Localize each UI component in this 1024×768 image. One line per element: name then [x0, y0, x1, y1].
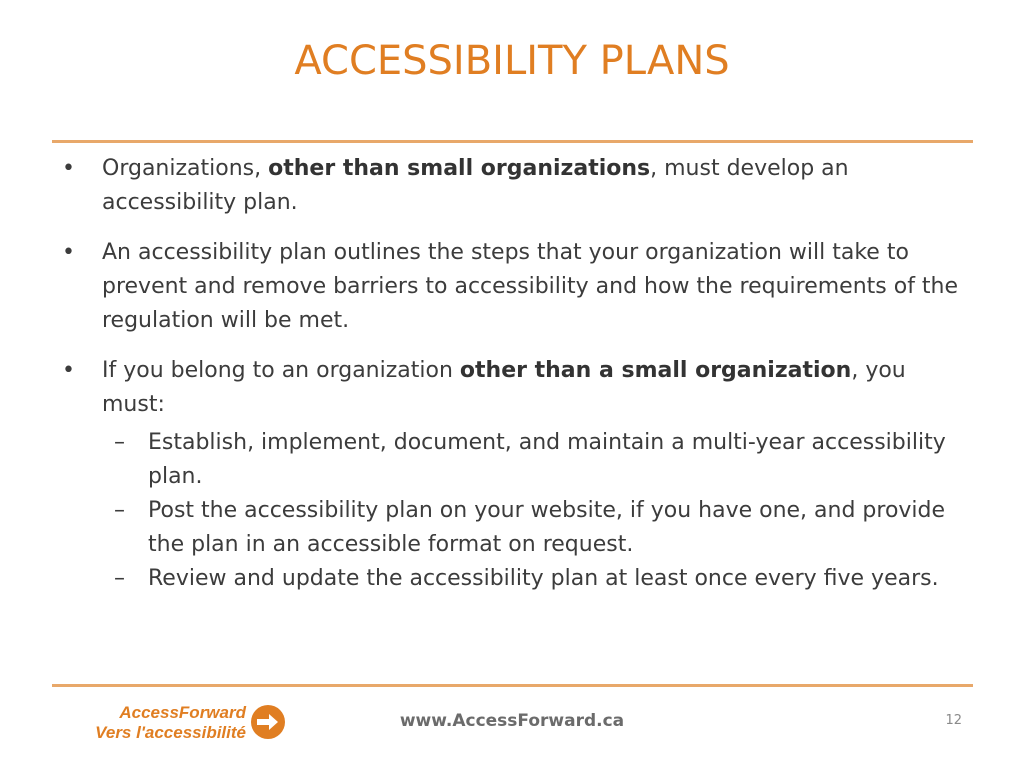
sub-bullet-text: Post the accessibility plan on your website, if you have one, and provide the plan in an accessible format on request. — [148, 498, 946, 557]
bullet-text: If you belong to an organization — [102, 358, 460, 383]
sub-bullet-item — [58, 426, 968, 494]
slide-body — [58, 152, 968, 612]
sub-bullet-list — [58, 426, 968, 596]
sub-bullet-text: Review and update the accessibility plan at least once every five years. — [148, 566, 939, 591]
bullet-item — [58, 152, 968, 220]
sub-bullet-marker: – — [114, 430, 125, 455]
bullet-item — [58, 354, 968, 596]
bullet-marker: • — [62, 240, 75, 265]
footer-url: www.AccessForward.ca — [399, 711, 625, 731]
sub-bullet-marker: – — [114, 498, 125, 523]
bullet-text: , you must: — [102, 358, 906, 417]
slide-title: ACCESSIBILITY PLANS — [294, 38, 730, 84]
sub-bullet-marker: – — [114, 566, 125, 591]
bullet-marker: • — [62, 358, 75, 383]
sub-bullet-text: Establish, implement, document, and maintain a multi-year accessibility plan. — [148, 430, 946, 489]
bullet-text: An accessibility plan outlines the steps that your organization will take to prevent and remove barriers to accessibility and how the requirements of the regulation will be met. — [102, 240, 959, 333]
bullet-emphasis: other than a small organization — [459, 358, 852, 383]
logo-line-1: AccessForward — [119, 703, 246, 722]
bullet-item — [58, 236, 968, 338]
logo-line-2: Vers l'accessibilité — [95, 723, 246, 742]
top-divider — [52, 140, 973, 143]
bullet-emphasis: other than small organizations — [268, 156, 651, 181]
sub-bullet-item — [58, 562, 968, 596]
bottom-divider — [52, 684, 973, 687]
bullet-text: , must develop an accessibility plan. — [102, 156, 849, 215]
bullet-marker: • — [62, 156, 75, 181]
sub-bullet-item — [58, 494, 968, 562]
page-number: 12 — [945, 713, 962, 728]
bullet-text: Organizations, — [102, 156, 269, 181]
